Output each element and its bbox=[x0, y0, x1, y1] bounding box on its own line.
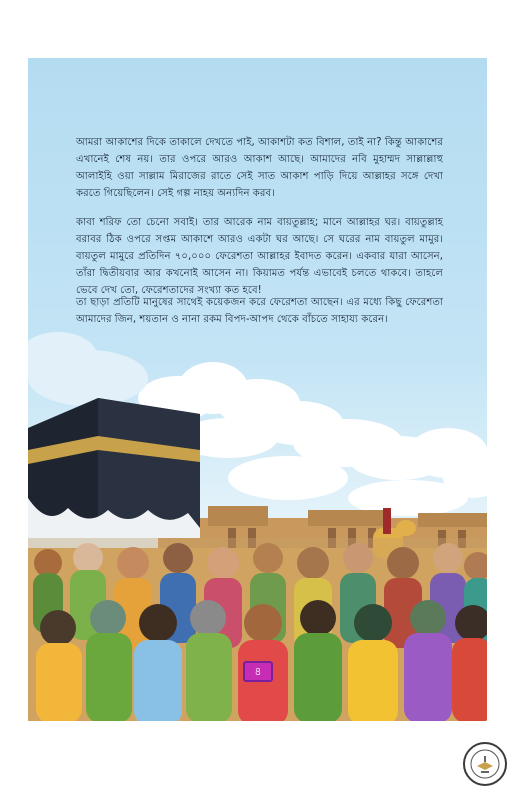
paragraph-2: কাবা শরিফ তো চেনো সবাই। তার আরেক নাম বায়তুল্লাহ; মানে আল্লাহর ঘর। বায়তুল্লাহ বরাবর ঠিক ওপরে সপ্তম আকাশে আরও একটা ঘর আছে। সে ঘরের নাম বায়তুল মামুর। বায়তুল মামুরে প্রতিদিন ৭০,০০০ ফেরেশতা আল্লাহর ইবাদত করেন। একবার যারা আসেন, তাঁরা দ্বিতীয়বার আর কখনোই আসেন না। কিয়ামত পর্যন্ত এভাবেই চলতে থাকবে। তাহলে ভেবে দেখ তো, ফেরেশতাদের সংখ্যা কত হবে! bbox=[76, 217, 443, 296]
kaaba bbox=[28, 398, 200, 538]
crowd bbox=[28, 538, 487, 721]
paragraph-3: তা ছাড়া প্রতিটি মানুষের সাথেই কয়েকজন করে ফেরেশতা আছেন। এর মধ্যে কিছু ফেরেশতা আমাদের জিন, শয়তান ও নানা রকম বিপদ-আপদ থেকে বাঁচতে সাহায্য করেন। bbox=[76, 297, 443, 325]
book-page bbox=[28, 58, 487, 721]
page-number: ৪ bbox=[243, 661, 273, 682]
publisher-logo-icon bbox=[463, 742, 507, 786]
paragraph-1: আমরা আকাশের দিকে তাকালে দেখতে পাই, আকাশটা কত বিশাল, তাই না? কিন্তু আকাশের এখানেই শেষ নয়। তার ওপরে আরও আকাশ আছে। আমাদের নবি মুহাম্মদ সাল্লাল্লাহু আলাইহি ওয়া সাল্লাম মিরাজের রাতে সেই সাত আকাশ পাড়ি দিয়ে আল্লাহর সঙ্গে দেখা করতে গিয়েছিলেন। সেই গল্প নাহয় অন্যদিন করব। bbox=[76, 137, 443, 199]
